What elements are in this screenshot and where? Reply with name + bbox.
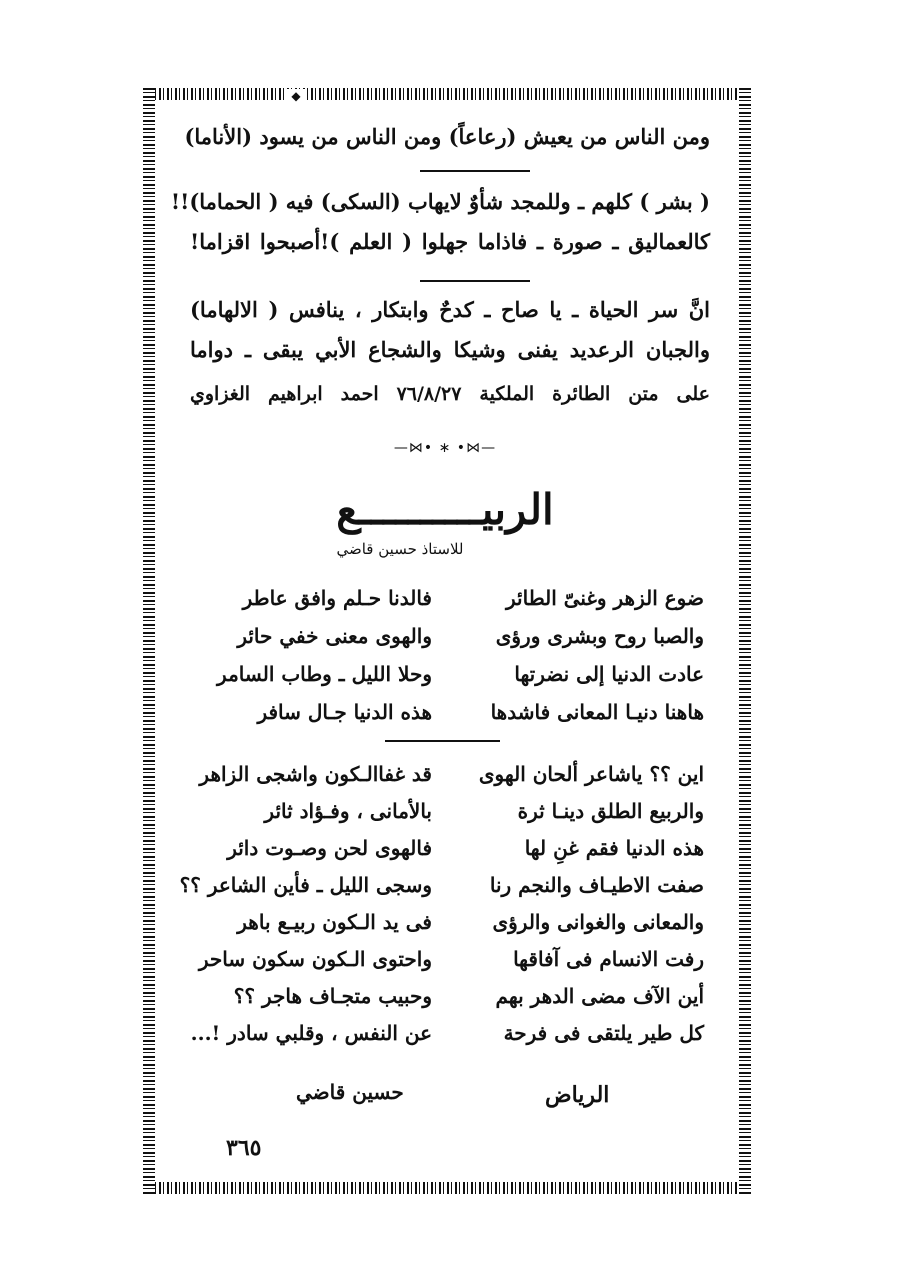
hemistich: كل طير يلتقى فى فرحة — [503, 1021, 704, 1045]
hemistich: صفت الاطيـاف والنجم رنا — [489, 873, 704, 897]
hemistich: عن النفس ، وقلبي سادر !... — [190, 1021, 432, 1045]
hemistich: ضوع الزهر وغنىّ الطائر — [506, 586, 704, 610]
verse-line-4: انَّ سر الحياة ـ يا صاح ـ كدحٌ وابتكار ، ينافس ( الالهاما) — [190, 297, 710, 322]
stanza-2-right-column — [468, 760, 704, 1056]
page-number: ٣٦٥ — [226, 1135, 262, 1161]
verse-line-2: ( بشر ) كلهم ـ وللمجد شأوٌ لايهاب (السكى) فيه ( الحماما)!! — [170, 189, 710, 214]
hemistich: والربيع الطلق دينـا ثرة — [517, 799, 704, 823]
hemistich: واحتوى الـكون سكون ساحر — [198, 947, 432, 971]
stanza-1-left-column — [196, 584, 432, 736]
verse-line-1: ومن الناس من يعيش (رعاعاً) ومن الناس من يسود (الأناما) — [184, 124, 710, 149]
hemistich: هذه الدنيا فقم غنِ لها — [524, 836, 704, 860]
hemistich: رفت الانسام فى آفاقها — [513, 947, 704, 971]
poem-author-signature: حسين قاضي — [296, 1080, 404, 1104]
separator-rule — [385, 740, 500, 742]
hemistich: هاهنا دنيـا المعانى فاشدها — [490, 700, 704, 724]
stanza-1-right-column — [468, 584, 704, 736]
border-bottom — [143, 1182, 751, 1194]
verse-line-3: كالعماليق ـ صورة ـ فاذاما جهلوا ( العلم )!أصبحوا اقزاما! — [190, 229, 710, 254]
hemistich: والصبا روح وبشرى ورؤى — [495, 624, 704, 648]
hemistich: بالأمانى ، وفـؤاد ثائر — [264, 799, 432, 823]
hemistich: وحبيب متجـاف هاجر ؟؟ — [233, 984, 432, 1008]
stanza-2-left-column — [179, 760, 432, 1056]
ornamental-divider: —⋈• ∗ •⋈— — [393, 440, 497, 456]
separator-rule — [420, 280, 530, 282]
border-right — [739, 88, 751, 1194]
poem-byline: للاستاذ حسين قاضي — [336, 540, 464, 558]
hemistich: أين الآف مضى الدهر بهم — [495, 984, 704, 1008]
border-ornament-icon: ◆ — [286, 89, 306, 103]
hemistich: فالهوى لحن وصـوت دائر — [227, 836, 432, 860]
hemistich: والهوى معنى خفي حائر — [237, 624, 432, 648]
hemistich: عادت الدنيا إلى نضرتها — [514, 662, 704, 686]
hemistich: فى يد الـكون ربيـع باهر — [237, 910, 432, 934]
hemistich: وسجى الليل ـ فأين الشاعر ؟؟ — [179, 873, 432, 897]
hemistich: فالدنا حـلم وافق عاطر — [242, 586, 432, 610]
poem-title: الربيــــــــــع — [336, 485, 554, 534]
hemistich: قد غفاالـكون واشجى الزاهر — [199, 762, 432, 786]
author-signature-line: على متن الطائرة الملكية ٧٦/٨/٢٧ احمد ابراهيم الغزاوي — [190, 383, 710, 405]
border-left — [143, 88, 155, 1194]
verse-line-5: والجبان الرعديد يفنى وشيكا والشجاع الأبي يبقى ـ دواما — [190, 337, 710, 362]
hemistich: هذه الدنيا جـال سافر — [257, 700, 432, 724]
border-top — [143, 88, 751, 100]
separator-rule — [420, 170, 530, 172]
hemistich: وحلا الليل ـ وطاب السامر — [217, 662, 432, 686]
hemistich: اين ؟؟ ياشاعر ألحان الهوى — [478, 762, 704, 786]
hemistich: والمعانى والغوانى والرؤى — [492, 910, 704, 934]
poem-place: الرياض — [545, 1082, 610, 1108]
